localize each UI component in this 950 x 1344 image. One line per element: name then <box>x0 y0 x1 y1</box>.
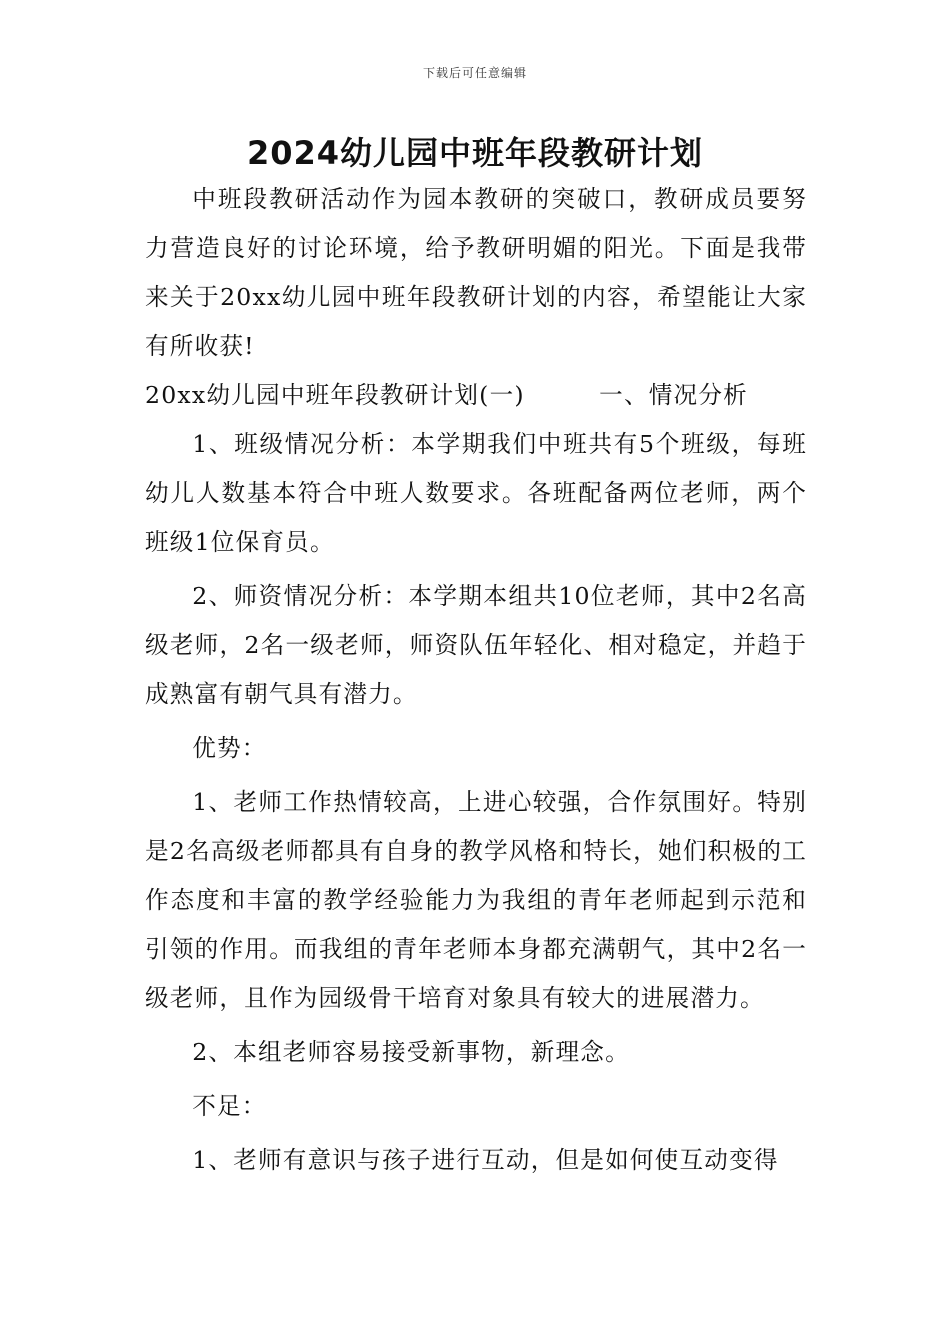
document-body <box>145 175 807 1185</box>
paragraph-weakness-1: 1、老师有意识与孩子进行互动，但是如何使互动变得 <box>192 1146 779 1174</box>
section-heading: 20xx幼儿园中班年段教研计划(一) 一、情况分析 <box>145 381 748 409</box>
paragraph-intro: 中班段教研活动作为园本教研的突破口，教研成员要努力营造良好的讨论环境，给予教研明媚的阳光。下面是我带来关于20xx幼儿园中班年段教研计划的内容，希望能让大家有所收获! <box>145 185 807 360</box>
paragraph-strength-1: 1、老师工作热情较高，上进心较强，合作氛围好。特别是2名高级老师都具有自身的教学风格和特长，她们积极的工作态度和丰富的教学经验能力为我组的青年老师起到示范和引领的作用。而我组的青年老师本身都充满朝气，其中2名一级老师，且作为园级骨干培育对象具有较大的进展潜力。 <box>145 788 807 1012</box>
subheading-weaknesses: 不足： <box>192 1092 267 1120</box>
header-note: 下载后可任意编辑 <box>422 66 527 80</box>
paragraph-class-analysis: 1、班级情况分析：本学期我们中班共有5个班级，每班幼儿人数基本符合中班人数要求。各班配备两位老师，两个班级1位保育员。 <box>145 430 807 556</box>
document-title: 2024幼儿园中班年段教研计划 <box>246 134 704 172</box>
subheading-strengths: 优势： <box>192 734 267 762</box>
paragraph-strength-2: 2、本组老师容易接受新事物，新理念。 <box>192 1038 630 1066</box>
paragraph-teacher-analysis: 2、师资情况分析：本学期本组共10位老师，其中2名高级老师，2名一级老师，师资队伍年轻化、相对稳定，并趋于成熟富有朝气具有潜力。 <box>145 582 807 708</box>
